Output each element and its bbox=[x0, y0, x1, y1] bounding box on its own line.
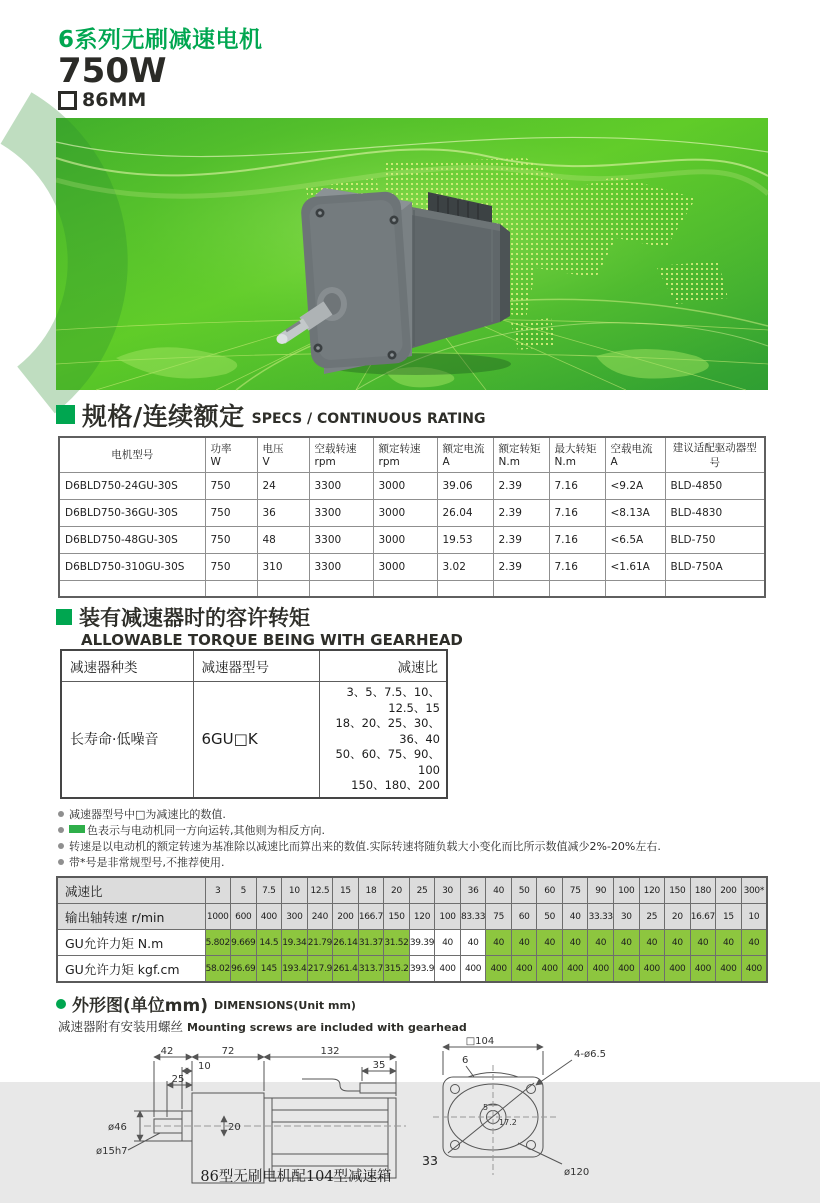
torque-nm-value: 19.34 bbox=[282, 930, 308, 956]
spec-value: 2.39 bbox=[493, 526, 549, 553]
ratio-value: 100 bbox=[614, 877, 640, 904]
speed-value: 1000 bbox=[205, 904, 231, 930]
spec-empty-cell bbox=[605, 580, 665, 597]
spec-value: 3300 bbox=[309, 553, 373, 580]
torque-nm-value: 40 bbox=[614, 930, 640, 956]
torque-kgfcm-value: 400 bbox=[588, 956, 614, 983]
torque-kgfcm-value: 217.9 bbox=[307, 956, 333, 983]
ratio-value: 90 bbox=[588, 877, 614, 904]
torque-kgfcm-value: 96.69 bbox=[231, 956, 257, 983]
spec-value: BLD-750A bbox=[665, 553, 765, 580]
torque-nm-value: 26.14 bbox=[333, 930, 359, 956]
gearhead-type: 长寿命·低噪音 bbox=[61, 682, 193, 798]
speed-value: 40 bbox=[562, 904, 588, 930]
spec-value: 3000 bbox=[373, 472, 437, 499]
spec-col-unit: W bbox=[210, 456, 221, 469]
spec-value: 310 bbox=[257, 553, 309, 580]
hero-banner-art bbox=[56, 118, 768, 390]
ratio-value: 40 bbox=[486, 877, 512, 904]
page-number: 33 bbox=[422, 1153, 438, 1169]
torque-kgfcm-value: 400 bbox=[716, 956, 742, 983]
speed-value: 25 bbox=[639, 904, 665, 930]
speed-value: 166.7 bbox=[358, 904, 384, 930]
spec-value: <1.61A bbox=[605, 553, 665, 580]
spec-col-unit: A bbox=[610, 456, 618, 469]
ratio-value: 75 bbox=[562, 877, 588, 904]
speed-value: 20 bbox=[665, 904, 691, 930]
torque-kgfcm-value: 261.4 bbox=[333, 956, 359, 983]
torque-nm-value: 5.802 bbox=[205, 930, 231, 956]
torque-kgfcm-value: 400 bbox=[614, 956, 640, 983]
note-item bbox=[58, 823, 820, 839]
torque-nm-value: 40 bbox=[511, 930, 537, 956]
drawing-caption: 86型无刷电机配104型减速箱 bbox=[200, 1169, 392, 1186]
spec-value: 2.39 bbox=[493, 499, 549, 526]
dimensions-note bbox=[58, 1017, 820, 1035]
note-item bbox=[58, 807, 820, 823]
spec-empty-cell bbox=[665, 580, 765, 597]
bullet-icon bbox=[58, 859, 64, 865]
torque-kgfcm-value: 400 bbox=[562, 956, 588, 983]
front-view-drawing bbox=[428, 1035, 698, 1185]
torque-row bbox=[57, 904, 767, 930]
torque-kgfcm-value: 400 bbox=[665, 956, 691, 983]
dim-6: 6 bbox=[462, 1055, 469, 1067]
torque-nm-value: 40 bbox=[741, 930, 767, 956]
ratio-value: 5 bbox=[231, 877, 257, 904]
spec-col-label: 空载转速 bbox=[314, 443, 357, 456]
torque-row-label: GU允许力矩 N.m bbox=[57, 930, 205, 956]
spec-value: D6BLD750-48GU-30S bbox=[59, 526, 205, 553]
specs-title-en: SPECS / CONTINUOUS RATING bbox=[251, 410, 486, 427]
frame-size bbox=[58, 90, 820, 112]
dim-key-height: 17.2 bbox=[499, 1118, 517, 1128]
torque-nm-value: 40 bbox=[588, 930, 614, 956]
torque-row-label: GU允许力矩 kgf.cm bbox=[57, 956, 205, 983]
torque-kgfcm-value: 400 bbox=[537, 956, 563, 983]
speed-value: 33.33 bbox=[588, 904, 614, 930]
speed-value: 30 bbox=[614, 904, 640, 930]
ratio-value: 50 bbox=[511, 877, 537, 904]
spec-value: BLD-750 bbox=[665, 526, 765, 553]
spec-value: 750 bbox=[205, 526, 257, 553]
spec-col-label: 电机型号 bbox=[111, 449, 154, 462]
ratio-value: 25 bbox=[409, 877, 435, 904]
spec-col-label: 电压 bbox=[262, 443, 284, 456]
gearhead-row bbox=[61, 682, 447, 798]
torque-kgfcm-value: 400 bbox=[639, 956, 665, 983]
speed-value: 120 bbox=[409, 904, 435, 930]
spec-empty-cell bbox=[309, 580, 373, 597]
spec-col-unit: A bbox=[442, 456, 450, 469]
spec-value: D6BLD750-310GU-30S bbox=[59, 553, 205, 580]
speed-value: 200 bbox=[333, 904, 359, 930]
gear-ratio-list bbox=[319, 682, 447, 798]
spec-col-unit: rpm bbox=[314, 456, 336, 469]
spec-col-label: 建议适配驱动器型号 bbox=[672, 441, 757, 469]
torque-kgfcm-value: 400 bbox=[435, 956, 461, 983]
spec-col-label: 空载电流 bbox=[610, 443, 653, 456]
dimensions-note-en: Mounting screws are included with gearhead bbox=[187, 1021, 467, 1035]
torque-nm-value: 39.39 bbox=[409, 930, 435, 956]
spec-col-header bbox=[59, 437, 205, 473]
torque-nm-value: 40 bbox=[486, 930, 512, 956]
spec-empty-cell bbox=[437, 580, 493, 597]
speed-value: 300 bbox=[282, 904, 308, 930]
ratio-value: 10 bbox=[282, 877, 308, 904]
note-text: 带*号是非常规型号,不推荐使用. bbox=[69, 855, 225, 869]
specs-title-zh: 规格/连续额定 bbox=[82, 401, 245, 431]
spec-empty-cell bbox=[205, 580, 257, 597]
spec-value: 3300 bbox=[309, 472, 373, 499]
spec-empty-row bbox=[59, 580, 765, 597]
torque-kgfcm-value: 400 bbox=[741, 956, 767, 983]
spec-col-label: 额定转速 bbox=[378, 443, 421, 456]
spec-value: 2.39 bbox=[493, 472, 549, 499]
spec-col-header bbox=[437, 437, 493, 473]
gearhead-model: 6GU□K bbox=[193, 682, 319, 798]
spec-value: 3.02 bbox=[437, 553, 493, 580]
torque-kgfcm-value: 193.4 bbox=[282, 956, 308, 983]
spec-value: D6BLD750-36GU-30S bbox=[59, 499, 205, 526]
torque-kgfcm-value: 400 bbox=[486, 956, 512, 983]
torque-nm-value: 21.79 bbox=[307, 930, 333, 956]
gearhead-title-zh: 装有减速器时的容许转矩 bbox=[79, 605, 310, 630]
ratio-value: 18 bbox=[358, 877, 384, 904]
spec-value: 7.16 bbox=[549, 526, 605, 553]
spec-col-label: 额定电流 bbox=[442, 443, 485, 456]
spec-col-header bbox=[493, 437, 549, 473]
spec-value: BLD-4830 bbox=[665, 499, 765, 526]
torque-row bbox=[57, 930, 767, 956]
spec-col-unit: V bbox=[262, 456, 270, 469]
spec-value: BLD-4850 bbox=[665, 472, 765, 499]
ratio-value: 3 bbox=[205, 877, 231, 904]
gear-ratio-line: 18、20、25、30、36、40 bbox=[335, 716, 440, 746]
dim-shaft-boss: ø46 bbox=[108, 1122, 127, 1134]
spec-col-unit: N.m bbox=[554, 456, 576, 469]
torque-kgfcm-value: 393.9 bbox=[409, 956, 435, 983]
spec-row bbox=[59, 472, 765, 499]
spec-empty-cell bbox=[59, 580, 205, 597]
spec-col-label: 最大转矩 bbox=[554, 443, 597, 456]
spec-value: 3000 bbox=[373, 526, 437, 553]
spec-empty-cell bbox=[493, 580, 549, 597]
torque-kgfcm-value: 400 bbox=[690, 956, 716, 983]
square-frame-icon bbox=[58, 91, 77, 110]
torque-nm-value: 40 bbox=[537, 930, 563, 956]
ratio-value: 36 bbox=[460, 877, 486, 904]
spec-value: 750 bbox=[205, 472, 257, 499]
spec-col-header bbox=[257, 437, 309, 473]
torque-nm-value: 40 bbox=[562, 930, 588, 956]
dimensions-note-zh: 减速器附有安装用螺丝 bbox=[58, 1019, 184, 1035]
spec-value: 48 bbox=[257, 526, 309, 553]
section-marker-icon bbox=[56, 405, 75, 424]
spec-value: 19.53 bbox=[437, 526, 493, 553]
spec-value: 7.16 bbox=[549, 472, 605, 499]
dimension-drawings bbox=[56, 1035, 768, 1203]
spec-value: D6BLD750-24GU-30S bbox=[59, 472, 205, 499]
spec-col-header bbox=[605, 437, 665, 473]
specs-table bbox=[58, 436, 766, 598]
spec-value: 3300 bbox=[309, 499, 373, 526]
specs-section-title bbox=[56, 397, 820, 433]
torque-kgfcm-value: 58.02 bbox=[205, 956, 231, 983]
speed-value: 150 bbox=[384, 904, 410, 930]
spec-col-header bbox=[309, 437, 373, 473]
power-rating: 750W bbox=[58, 51, 167, 92]
spec-col-header bbox=[549, 437, 605, 473]
col-gearhead-model: 减速器型号 bbox=[193, 650, 319, 682]
speed-value: 15 bbox=[716, 904, 742, 930]
dimensions-title-zh: 外形图(单位mm) bbox=[72, 996, 208, 1017]
spec-header-row bbox=[59, 437, 765, 473]
torque-row bbox=[57, 956, 767, 983]
spec-value: <6.5A bbox=[605, 526, 665, 553]
dim-mounting-holes: 4-ø6.5 bbox=[574, 1049, 606, 1061]
spec-value: 39.06 bbox=[437, 472, 493, 499]
gear-ratio-line: 150、180、200 bbox=[351, 778, 440, 793]
torque-nm-value: 31.52 bbox=[384, 930, 410, 956]
ratio-value: 7.5 bbox=[256, 877, 282, 904]
speed-value: 83.33 bbox=[460, 904, 486, 930]
speed-value: 75 bbox=[486, 904, 512, 930]
frame-size-value: 86MM bbox=[82, 89, 147, 112]
spec-empty-cell bbox=[549, 580, 605, 597]
spec-value: <8.13A bbox=[605, 499, 665, 526]
dim-132: 132 bbox=[320, 1046, 340, 1058]
torque-nm-value: 40 bbox=[435, 930, 461, 956]
col-gear-ratio: 减速比 bbox=[319, 650, 447, 682]
ratio-value: 150 bbox=[665, 877, 691, 904]
spec-row bbox=[59, 553, 765, 580]
ratio-value: 200 bbox=[716, 877, 742, 904]
dim-25: 25 bbox=[171, 1074, 185, 1086]
green-swatch-icon bbox=[69, 825, 85, 833]
dim-10: 10 bbox=[198, 1061, 211, 1073]
spec-value: 750 bbox=[205, 499, 257, 526]
torque-ratio-table bbox=[56, 876, 768, 983]
torque-kgfcm-value: 400 bbox=[460, 956, 486, 983]
note-item bbox=[58, 855, 820, 871]
torque-row-label: 输出轴转速 r/min bbox=[57, 904, 205, 930]
col-gearhead-type: 减速器种类 bbox=[61, 650, 193, 682]
notes-list bbox=[58, 807, 820, 871]
spec-value: 750 bbox=[205, 553, 257, 580]
torque-kgfcm-value: 315.2 bbox=[384, 956, 410, 983]
spec-col-header bbox=[205, 437, 257, 473]
bullet-icon bbox=[58, 827, 64, 833]
dimensions-title-en: DIMENSIONS(Unit mm) bbox=[213, 998, 356, 1012]
torque-nm-value: 14.5 bbox=[256, 930, 282, 956]
speed-value: 600 bbox=[231, 904, 257, 930]
spec-empty-cell bbox=[373, 580, 437, 597]
torque-nm-value: 40 bbox=[690, 930, 716, 956]
gearhead-section-title bbox=[56, 602, 820, 649]
spec-value: 3000 bbox=[373, 499, 437, 526]
dim-shaft: ø15h7 bbox=[96, 1146, 128, 1158]
spec-value: 2.39 bbox=[493, 553, 549, 580]
spec-col-label: 额定转矩 bbox=[498, 443, 541, 456]
torque-nm-value: 40 bbox=[716, 930, 742, 956]
dim-key-width: 5 bbox=[483, 1103, 489, 1113]
ratio-value: 30 bbox=[435, 877, 461, 904]
ratio-value: 12.5 bbox=[307, 877, 333, 904]
spec-col-unit: rpm bbox=[378, 456, 400, 469]
green-dot-icon bbox=[56, 999, 66, 1009]
speed-value: 10 bbox=[741, 904, 767, 930]
torque-nm-value: 40 bbox=[665, 930, 691, 956]
spec-row bbox=[59, 526, 765, 553]
ratio-value: 15 bbox=[333, 877, 359, 904]
spec-value: 36 bbox=[257, 499, 309, 526]
torque-nm-value: 9.669 bbox=[231, 930, 257, 956]
note-text: 色表示与电动机同一方向运转,其他则为相反方向. bbox=[87, 823, 325, 837]
gearhead-table bbox=[60, 649, 448, 799]
spec-value: 3300 bbox=[309, 526, 373, 553]
spec-value: 3000 bbox=[373, 553, 437, 580]
torque-nm-value: 40 bbox=[639, 930, 665, 956]
gearhead-title-en: ALLOWABLE TORQUE BEING WITH GEARHEAD bbox=[81, 630, 463, 649]
ratio-value: 20 bbox=[384, 877, 410, 904]
spec-value: 24 bbox=[257, 472, 309, 499]
torque-nm-value: 31.37 bbox=[358, 930, 384, 956]
spec-value: 7.16 bbox=[549, 499, 605, 526]
note-text: 转速是以电动机的额定转速为基准除以减速比而算出来的数值.实际转速将随负载大小变化而比所示数值减少2%-20%左右. bbox=[69, 839, 661, 853]
spec-empty-cell bbox=[257, 580, 309, 597]
section-marker-icon bbox=[56, 609, 72, 625]
speed-value: 100 bbox=[435, 904, 461, 930]
spec-col-header bbox=[373, 437, 437, 473]
dimensions-section-title bbox=[56, 991, 820, 1016]
spec-value: 7.16 bbox=[549, 553, 605, 580]
speed-value: 60 bbox=[511, 904, 537, 930]
note-item bbox=[58, 839, 820, 855]
spec-col-unit: N.m bbox=[498, 456, 520, 469]
bullet-icon bbox=[58, 843, 64, 849]
ratio-value: 120 bbox=[639, 877, 665, 904]
hero-banner bbox=[56, 118, 768, 390]
spec-row bbox=[59, 499, 765, 526]
ratio-value: 300* bbox=[741, 877, 767, 904]
ratio-value: 60 bbox=[537, 877, 563, 904]
dim-square-104: □104 bbox=[465, 1036, 495, 1048]
spec-col-header bbox=[665, 437, 765, 473]
torque-kgfcm-value: 145 bbox=[256, 956, 282, 983]
spec-value: 26.04 bbox=[437, 499, 493, 526]
torque-row bbox=[57, 877, 767, 904]
dim-20: 20 bbox=[228, 1122, 241, 1134]
spec-value: <9.2A bbox=[605, 472, 665, 499]
series-title: 6系列无刷减速电机 bbox=[58, 27, 263, 53]
dim-42: 42 bbox=[160, 1046, 174, 1058]
bullet-icon bbox=[58, 811, 64, 817]
gear-ratio-line: 50、60、75、90、100 bbox=[335, 747, 440, 777]
dim-72: 72 bbox=[221, 1046, 235, 1058]
dim-35: 35 bbox=[372, 1060, 386, 1072]
speed-value: 240 bbox=[307, 904, 333, 930]
speed-value: 50 bbox=[537, 904, 563, 930]
note-text: 减速器型号中□为减速比的数值. bbox=[69, 807, 226, 821]
page-header bbox=[0, 0, 820, 112]
dim-circle-120: ø120 bbox=[564, 1167, 590, 1179]
torque-row-label: 减速比 bbox=[57, 877, 205, 904]
torque-kgfcm-value: 400 bbox=[511, 956, 537, 983]
speed-value: 400 bbox=[256, 904, 282, 930]
gear-ratio-line: 3、5、7.5、10、12.5、15 bbox=[346, 685, 440, 715]
speed-value: 16.67 bbox=[690, 904, 716, 930]
ratio-value: 180 bbox=[690, 877, 716, 904]
torque-nm-value: 40 bbox=[460, 930, 486, 956]
torque-kgfcm-value: 313.7 bbox=[358, 956, 384, 983]
spec-col-label: 功率 bbox=[210, 443, 232, 456]
